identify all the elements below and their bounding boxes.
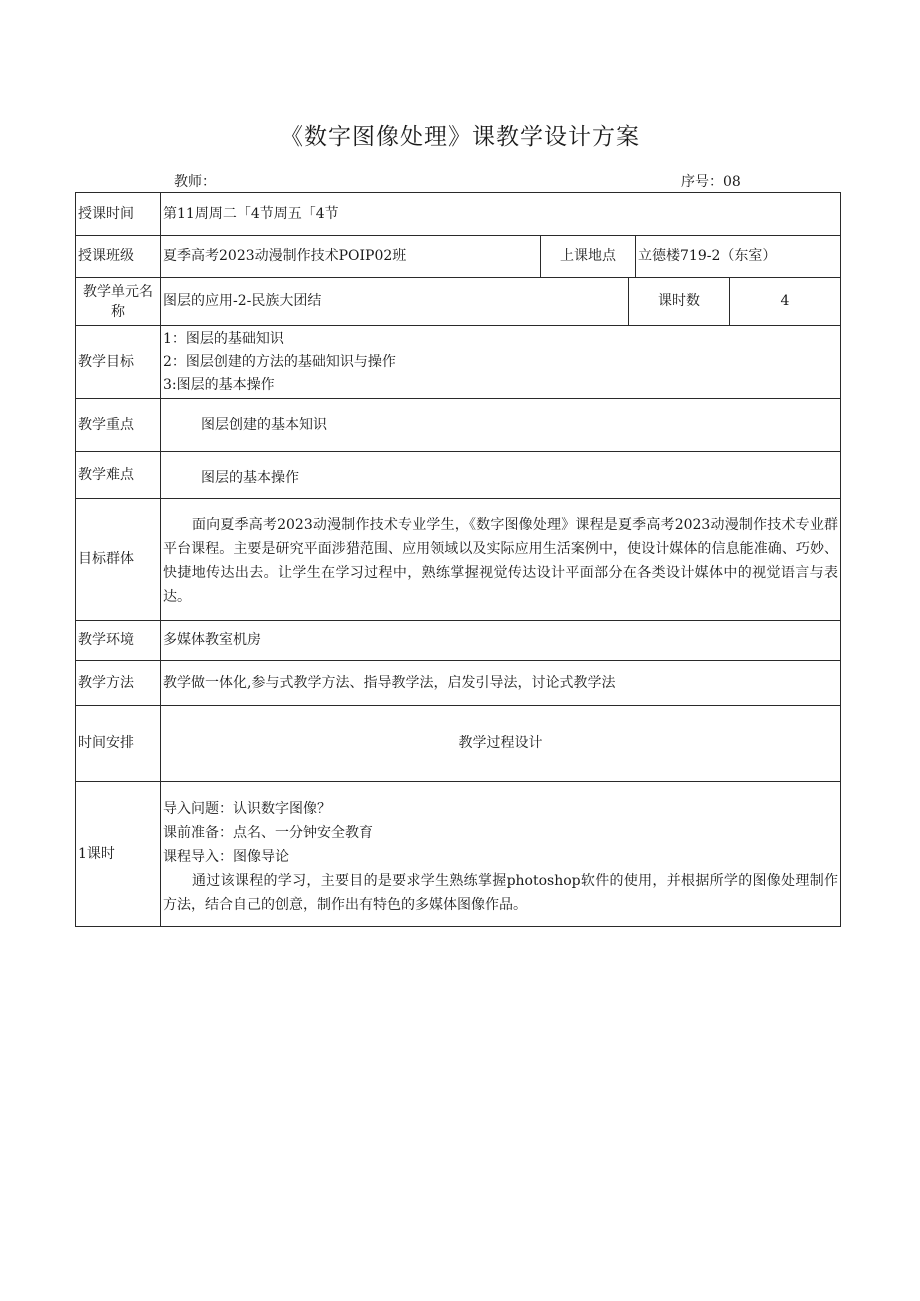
hours-value: 4 — [730, 278, 841, 326]
lesson1-content — [161, 782, 841, 927]
sequence-value: 08 — [723, 174, 741, 190]
time-label: 时间安排 — [76, 706, 161, 782]
goal-item: 2：图层创建的方法的基础知识与操作 — [163, 353, 396, 370]
key-points-value: 图层创建的基本知识 — [161, 399, 841, 452]
row-schedule — [76, 193, 841, 236]
row-class — [76, 236, 841, 278]
lesson1-paragraph: 通过该课程的学习，主要目的是要求学生熟练掌握photoshop软件的使用，并根据所学的图像处理制作方法，结合自己的创意，制作出有特色的多媒体图像作品。 — [163, 872, 839, 913]
sequence-label: 序号： — [681, 174, 723, 190]
row-time — [76, 706, 841, 782]
sequence-number — [681, 173, 741, 191]
location-label: 上课地点 — [541, 236, 636, 278]
lesson1-label: 1课时 — [76, 782, 161, 927]
row-key-points — [76, 399, 841, 452]
process-header: 教学过程设计 — [161, 706, 841, 782]
row-environment — [76, 621, 841, 661]
teacher-label: 教师： — [174, 174, 216, 190]
audience-text: 面向夏季高考2023动漫制作技术专业学生，《数字图像处理》课程是夏季高考2023动漫制作技术专业群平台课程。主要是研究平面涉猎范围、应用领域以及实际应用生活案例中，使设计媒体的信息能准确、巧妙、快捷地传达出去。让学生在学习过程中，熟练掌握视觉传达设计平面部分在各类设计媒体中的视觉语言与表达。 — [163, 517, 839, 605]
goals-list — [161, 326, 841, 399]
row-audience — [76, 499, 841, 621]
class-value: 夏季高考2023动漫制作技术POIP02班 — [161, 236, 541, 278]
hours-label: 课时数 — [629, 278, 730, 326]
environment-value: 多媒体教室机房 — [161, 621, 841, 661]
schedule-value: 第11周周二「4节周五「4节 — [161, 193, 841, 236]
goals-label: 教学目标 — [76, 326, 161, 399]
audience-cell — [161, 499, 841, 621]
row-lesson1 — [76, 782, 841, 927]
goal-item: 1：图层的基础知识 — [163, 330, 284, 347]
lesson1-line: 课程导入：图像导论 — [163, 848, 289, 865]
environment-label: 教学环境 — [76, 621, 161, 661]
class-label: 授课班级 — [76, 236, 161, 278]
document-title: 《数字图像处理》课教学设计方案 — [280, 124, 640, 150]
audience-label: 目标群体 — [76, 499, 161, 621]
key-points-label: 教学重点 — [76, 399, 161, 452]
row-difficulties — [76, 452, 841, 499]
row-unit — [76, 278, 841, 326]
difficulties-label: 教学难点 — [76, 452, 161, 499]
lesson1-line: 导入问题：认识数字图像？ — [163, 800, 331, 817]
schedule-label: 授课时间 — [76, 193, 161, 236]
location-value: 立德楼719-2（东室） — [636, 236, 841, 278]
row-methods — [76, 661, 841, 706]
lesson-plan-table — [75, 192, 841, 927]
lesson1-line: 课前准备：点名、一分钟安全教育 — [163, 824, 373, 841]
goal-item: 3:图层的基本操作 — [163, 376, 275, 393]
row-goals — [76, 326, 841, 399]
unit-value: 图层的应用-2-民族大团结 — [161, 278, 629, 326]
methods-label: 教学方法 — [76, 661, 161, 706]
unit-label: 教学单元名称 — [76, 278, 161, 326]
methods-value: 教学做一体化,参与式教学方法、指导教学法，启发引导法，讨论式教学法 — [161, 661, 841, 706]
difficulties-value: 图层的基本操作 — [161, 452, 841, 499]
